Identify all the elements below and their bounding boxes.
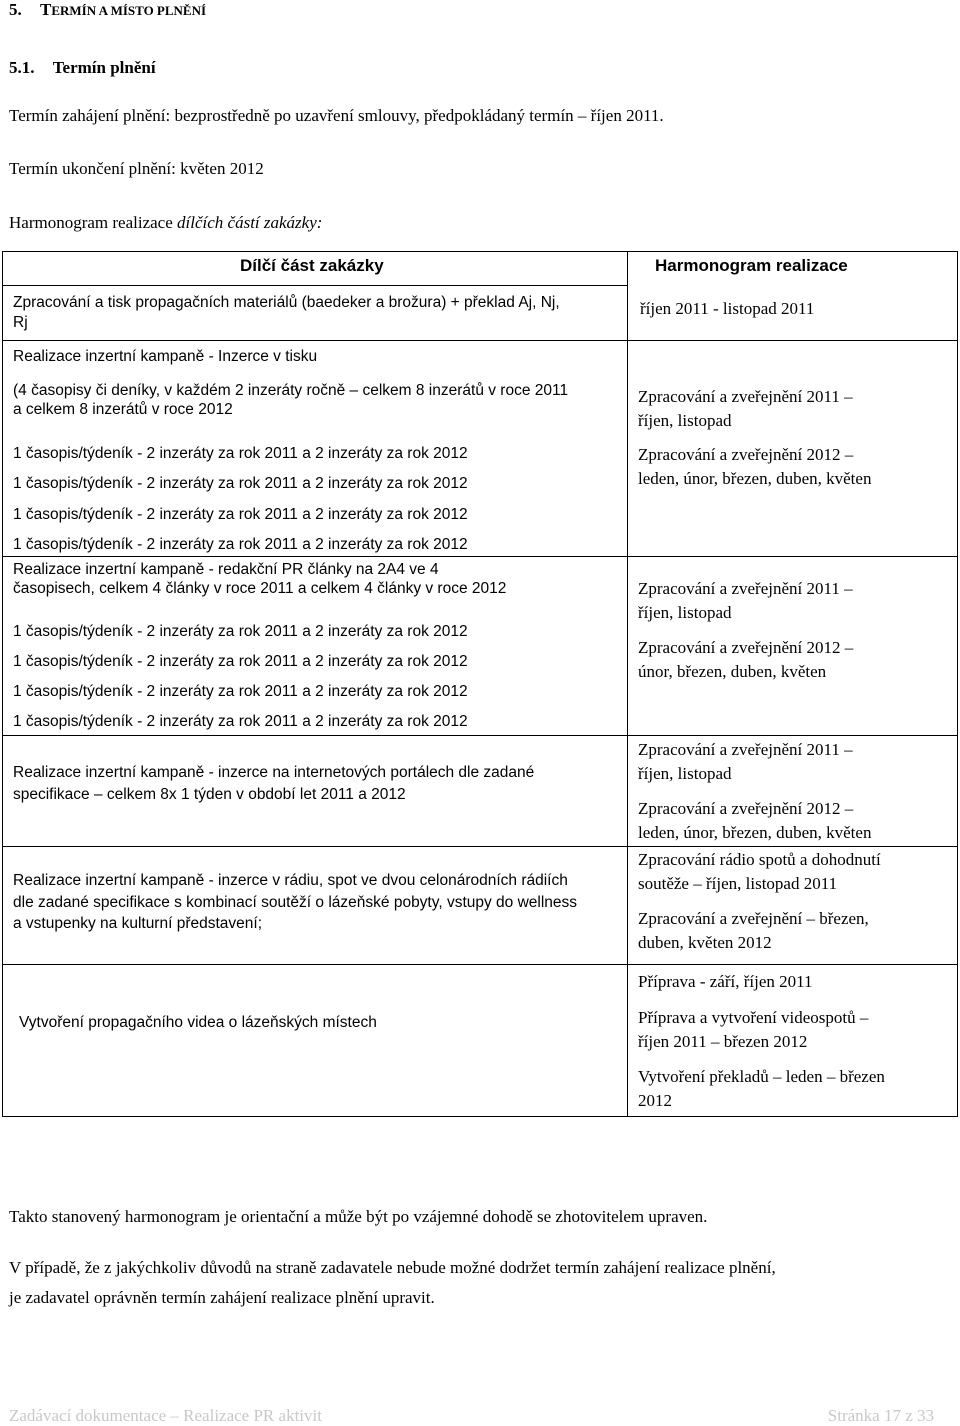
row3-line-4: 1 časopis/týdeník - 2 inzeráty za rok 2011 a 2 inzeráty za rok 2012 <box>13 653 468 670</box>
harmonogram-table <box>2 251 958 1117</box>
row6-line-1: Vytvoření propagačního videa o lázeňských místech <box>19 1014 377 1031</box>
row4-schedule <box>628 736 958 847</box>
header-part <box>3 252 628 286</box>
row6-sched-5: 2012 <box>638 1091 672 1110</box>
table-header-row <box>3 252 958 286</box>
harmonogram-intro-italic: dílčích částí zakázky: <box>177 213 323 232</box>
row2-sched-3: Zpracování a zveřejnění 2012 – <box>638 445 854 464</box>
row1-line-2: Rj <box>13 314 28 331</box>
row1-line-1: Zpracování a tisk propagačních materiálů (baedeker a brožura) + překlad Aj, Nj, <box>13 294 560 311</box>
row3-part <box>3 557 628 736</box>
row3-line-2: časopisech, celkem 4 články v roce 2011 a celkem 4 články v roce 2012 <box>13 580 507 597</box>
row6-part <box>3 965 628 1117</box>
harmonogram-intro-prefix: Harmonogram realizace <box>9 213 178 232</box>
row4-sched-2: říjen, listopad <box>638 764 732 783</box>
subsection-title: Termín plnění <box>52 58 156 77</box>
section-title-initial: T <box>40 0 52 19</box>
header-part-label: Dílčí část zakázky <box>240 256 384 275</box>
row5-schedule <box>628 847 958 965</box>
row3-line-5: 1 časopis/týdeník - 2 inzeráty za rok 2011 a 2 inzeráty za rok 2012 <box>13 683 468 700</box>
row4-line-2: specifikace – celkem 8x 1 týden v období let 2011 a 2012 <box>13 786 406 803</box>
row2-sched-4: leden, únor, březen, duben, květen <box>638 469 872 488</box>
row2-sched-2: říjen, listopad <box>638 411 732 430</box>
row2-schedule <box>628 341 958 557</box>
row3-sched-4: únor, březen, duben, květen <box>638 662 827 681</box>
subsection-number: 5.1. <box>9 58 35 77</box>
footer-page-number: Stránka 17 z 33 <box>827 1406 934 1425</box>
row1-part <box>3 286 628 341</box>
row4-sched-4: leden, únor, březen, duben, květen <box>638 823 872 842</box>
row3-line-6: 1 časopis/týdeník - 2 inzeráty za rok 2011 a 2 inzeráty za rok 2012 <box>13 713 468 730</box>
table-row <box>3 341 958 557</box>
row5-line-1: Realizace inzertní kampaně - inzerce v rádiu, spot ve dvou celonárodních rádiích <box>13 872 568 889</box>
row3-line-3: 1 časopis/týdeník - 2 inzeráty za rok 2011 a 2 inzeráty za rok 2012 <box>13 623 468 640</box>
row3-sched-3: Zpracování a zveřejnění 2012 – <box>638 638 854 657</box>
row5-sched-1: Zpracování rádio spotů a dohodnutí <box>638 850 881 869</box>
row5-part <box>3 847 628 965</box>
row2-part <box>3 341 628 557</box>
row5-sched-2: soutěže – říjen, listopad 2011 <box>638 874 838 893</box>
footer-title: Zadávací dokumentace – Realizace PR aktivit <box>9 1406 322 1425</box>
section-number: 5. <box>9 0 22 19</box>
row5-sched-4: duben, květen 2012 <box>638 933 772 952</box>
note-paragraph-2-line-2: je zadavatel oprávněn termín zahájení realizace plnění upravit. <box>9 1288 435 1307</box>
row2-line-1: Realizace inzertní kampaně - Inzerce v tisku <box>13 348 318 365</box>
row3-line-1: Realizace inzertní kampaně - redakční PR články na 2A4 ve 4 <box>13 561 439 578</box>
table-row <box>3 557 958 736</box>
subsection-heading <box>9 58 156 78</box>
row4-part <box>3 736 628 847</box>
row4-sched-1: Zpracování a zveřejnění 2011 – <box>638 740 853 759</box>
row6-sched-3: říjen 2011 – březen 2012 <box>638 1032 808 1051</box>
table-row <box>3 847 958 965</box>
row3-sched-1: Zpracování a zveřejnění 2011 – <box>638 579 853 598</box>
row6-sched-4: Vytvoření překladů – leden – březen <box>638 1067 885 1086</box>
row3-sched-2: říjen, listopad <box>638 603 732 622</box>
header-schedule <box>628 252 958 341</box>
table-row <box>3 965 958 1117</box>
end-date-text: Termín ukončení plnění: květen 2012 <box>9 159 264 178</box>
table-row <box>3 736 958 847</box>
row6-schedule <box>628 965 958 1117</box>
start-date-text: Termín zahájení plnění: bezprostředně po uzavření smlouvy, předpokládaný termín – říjen 2011. <box>9 106 664 125</box>
row2-line-4: 1 časopis/týdeník - 2 inzeráty za rok 2011 a 2 inzeráty za rok 2012 <box>13 445 468 462</box>
harmonogram-intro <box>9 213 322 233</box>
row2-sched-1: Zpracování a zveřejnění 2011 – <box>638 387 853 406</box>
section-heading <box>9 0 206 20</box>
row4-sched-3: Zpracování a zveřejnění 2012 – <box>638 799 854 818</box>
note-paragraph-2-line-1: V případě, že z jakýchkoliv důvodů na straně zadavatele nebude možné dodržet termín zahájení realizace plnění, <box>9 1258 776 1277</box>
row6-sched-2: Příprava a vytvoření videospotů – <box>638 1008 869 1027</box>
row2-line-5: 1 časopis/týdeník - 2 inzeráty za rok 2011 a 2 inzeráty za rok 2012 <box>13 475 468 492</box>
row4-line-1: Realizace inzertní kampaně - inzerce na internetových portálech dle zadané <box>13 764 535 781</box>
row5-line-3: a vstupenky na kulturní představení; <box>13 915 263 932</box>
section-title-rest: ERMÍN A MÍSTO PLNĚNÍ <box>51 3 207 18</box>
row2-line-7: 1 časopis/týdeník - 2 inzeráty za rok 2011 a 2 inzeráty za rok 2012 <box>13 536 468 553</box>
row2-line-6: 1 časopis/týdeník - 2 inzeráty za rok 2011 a 2 inzeráty za rok 2012 <box>13 506 468 523</box>
row2-line-2: (4 časopisy či deníky, v každém 2 inzeráty ročně – celkem 8 inzerátů v roce 2011 <box>13 382 569 399</box>
row5-line-2: dle zadané specifikace s kombinací soutěží o lázeňské pobyty, vstupy do wellness <box>13 894 578 911</box>
row6-sched-1: Příprava - září, říjen 2011 <box>638 972 813 991</box>
row1-schedule: říjen 2011 - listopad 2011 <box>640 299 815 318</box>
note-paragraph-1: Takto stanovený harmonogram je orientační a může být po vzájemné dohodě se zhotovitelem upraven. <box>9 1207 708 1226</box>
row3-schedule <box>628 557 958 736</box>
header-schedule-label: Harmonogram realizace <box>655 256 848 275</box>
row5-sched-3: Zpracování a zveřejnění – březen, <box>638 909 869 928</box>
row2-line-3: a celkem 8 inzerátů v roce 2012 <box>13 401 233 418</box>
